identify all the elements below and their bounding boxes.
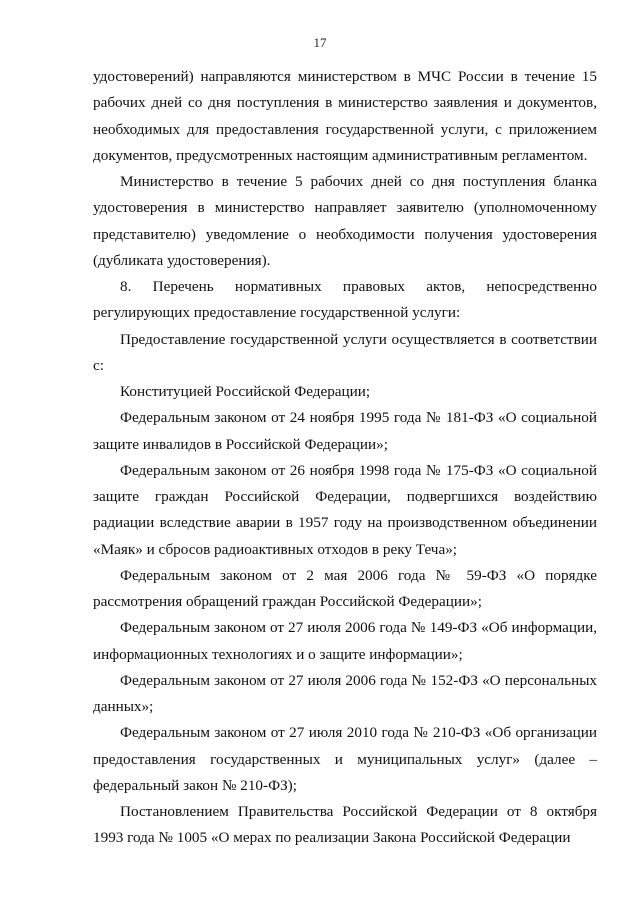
list-item: Федеральным законом от 26 ноября 1998 года № 175-ФЗ «О социальной защите граждан Российской Федерации, подвергшихся воздействию радиации вследствие аварии в 1957 году на производственном объединении «Маяк» и сбросов радиоактивных отходов в реку Теча»;: [93, 461, 597, 558]
list-item: Федеральным законом от 27 июля 2006 года № 152-ФЗ «О персональных данных»;: [93, 671, 597, 715]
page-number: 17: [313, 35, 327, 50]
list-item: Конституцией Российской Федерации;: [120, 383, 371, 400]
section-heading-paragraph: 8. Перечень нормативных правовых актов, непосредственно регулирующих предоставление государственной услуги:: [93, 278, 597, 322]
body-text: [93, 64, 597, 852]
list-item: Федеральным законом от 27 июля 2006 года № 149-ФЗ «Об информации, информационных технологиях и о защите информации»;: [93, 619, 597, 663]
list-item: Постановлением Правительства Российской Федерации от 8 октября 1993 года № 1005 «О мерах по реализации Закона Российской Федерации: [93, 803, 597, 847]
paragraph: Предоставление государственной услуги осуществляется в соответствии с:: [93, 330, 597, 374]
list-item: Федеральным законом от 27 июля 2010 года № 210-ФЗ «Об организации предоставления государственных и муниципальных услуг» (далее – федеральный закон № 210-ФЗ);: [93, 724, 597, 794]
paragraph: Министерство в течение 5 рабочих дней со дня поступления бланка удостоверения в министерство направляет заявителю (уполномоченному представителю) уведомление о необходимости получения удостоверения (дубликата удостоверения).: [93, 173, 597, 269]
list-item: Федеральным законом от 2 мая 2006 года № 59-ФЗ «О порядке рассмотрения обращений граждан Российской Федерации»;: [93, 566, 597, 610]
paragraph: удостоверений) направляются министерством в МЧС России в течение 15 рабочих дней со дня поступления в министерство заявления и документов, необходимых для предоставления государственной услуги, с приложением документов, предусмотренных настоящим административным регламентом.: [93, 68, 597, 164]
list-item: Федеральным законом от 24 ноября 1995 года № 181-ФЗ «О социальной защите инвалидов в Российской Федерации»;: [93, 409, 597, 453]
